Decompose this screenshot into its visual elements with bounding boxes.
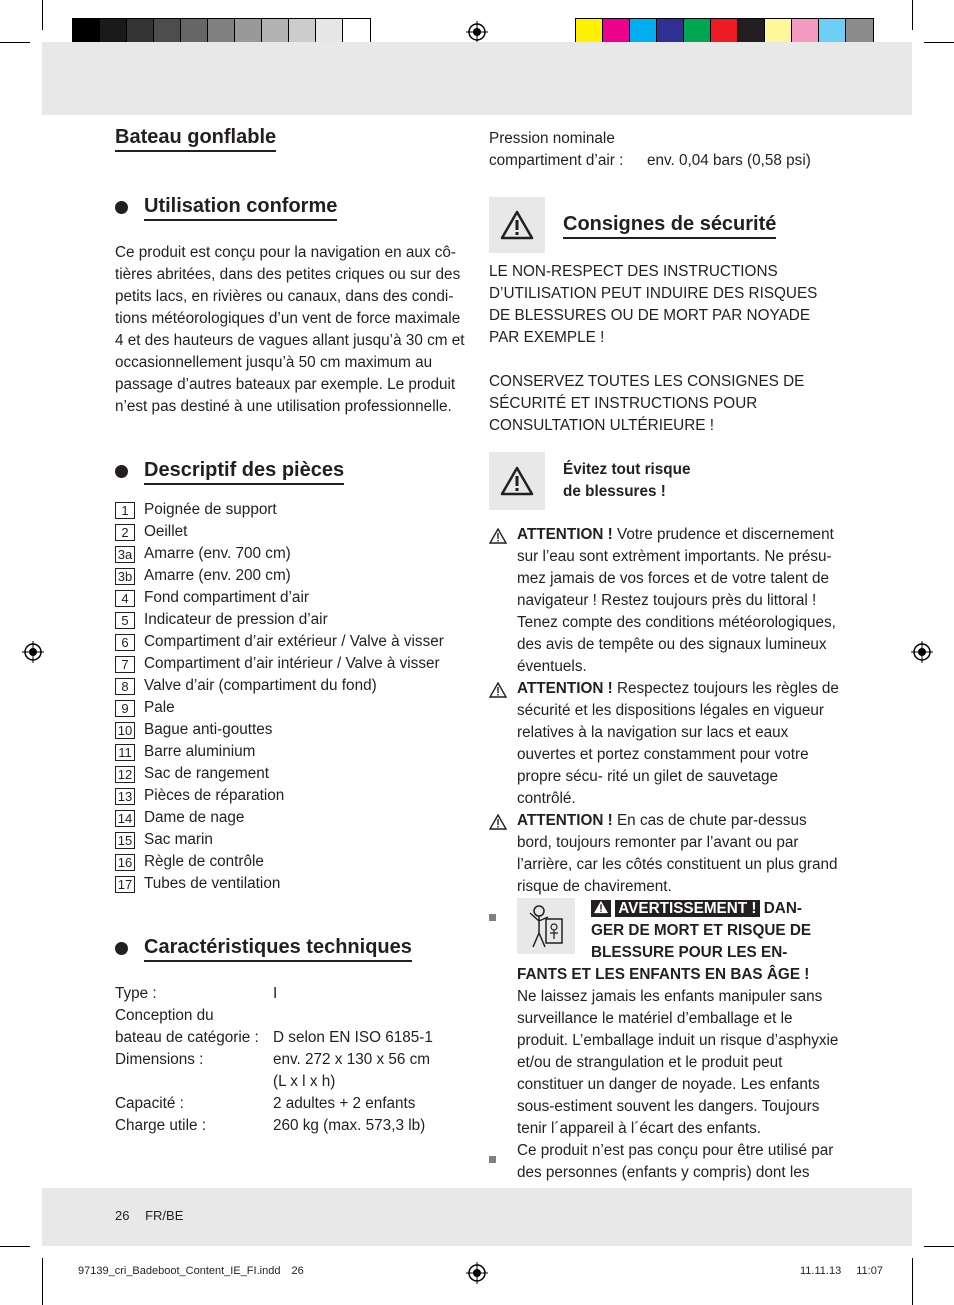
warning-box bbox=[489, 452, 545, 510]
warning-triangle-icon bbox=[500, 466, 534, 496]
pressure-label-2: compartiment d’air : bbox=[489, 152, 624, 169]
warning-small-icon bbox=[489, 814, 507, 830]
part-label: Poignée de support bbox=[144, 501, 277, 518]
list-item bbox=[115, 851, 465, 873]
part-label: Compartiment d’air extérieur / Valve à visser bbox=[144, 633, 444, 650]
slug-file: 97139_cri_Badeboot_Content_IE_FI.indd 26 bbox=[78, 1265, 304, 1277]
spec-value bbox=[273, 1005, 465, 1027]
avoid-text-1: Évitez tout risque bbox=[563, 461, 691, 478]
registration-mark-icon bbox=[22, 641, 44, 663]
part-label: Sac de rangement bbox=[144, 765, 270, 782]
spec-key: Conception du bbox=[115, 1007, 214, 1024]
crop-mark bbox=[924, 42, 954, 43]
list-item bbox=[115, 675, 465, 697]
list-item bbox=[115, 653, 465, 675]
part-number: 1 bbox=[115, 502, 135, 519]
page-title: Bateau gonflable bbox=[115, 125, 276, 152]
part-number: 12 bbox=[115, 766, 135, 783]
list-item bbox=[115, 565, 465, 587]
last-text: Ce produit n’est pas conçu pour être utilisé par des personnes (enfants y compris) dont les bbox=[517, 1142, 834, 1181]
caps-warning-2: CONSERVEZ TOUTES LES CONSIGNES DE SÉCURITÉ ET INSTRUCTIONS POUR CONSULTATION ULTÉRIEURE ! bbox=[489, 373, 805, 434]
list-item bbox=[115, 609, 465, 631]
part-number: 4 bbox=[115, 590, 135, 607]
attention-paragraph: ATTENTION ! Respectez toujours les règles de sécurité et les dispositions légales en vigueur relatives à la navigation sur lacs et eaux ouvertes et portez constamment pour votre propre sécu- rité un gilet de sauvetage contrôlé. bbox=[489, 678, 839, 810]
list-item bbox=[115, 521, 465, 543]
part-label: Fond compartiment d’air bbox=[144, 589, 309, 606]
attention-paragraph: ATTENTION ! En cas de chute par-dessus bord, toujours remonter par l’avant ou par l’arrière, car les côtés constituent un plus grand risque de chavirement. bbox=[489, 810, 839, 898]
registration-mark-icon bbox=[466, 21, 488, 43]
danger-heading-end: FANTS ET LES ENFANTS EN BAS ÂGE ! bbox=[517, 966, 810, 983]
section-heading-specs: Caractéristiques techniques bbox=[115, 935, 465, 962]
part-number: 16 bbox=[115, 854, 135, 871]
part-number: 3b bbox=[115, 568, 135, 585]
part-number: 2 bbox=[115, 524, 135, 541]
part-number: 3a bbox=[115, 546, 135, 563]
bullet-icon bbox=[115, 201, 128, 214]
part-label: Amarre (env. 700 cm) bbox=[144, 545, 291, 562]
list-item bbox=[115, 785, 465, 807]
spec-key: Dimensions : bbox=[115, 1051, 204, 1068]
bullet-icon bbox=[115, 942, 128, 955]
part-number: 11 bbox=[115, 744, 135, 761]
list-item bbox=[115, 741, 465, 763]
spec-value: D selon EN ISO 6185-1 bbox=[273, 1029, 433, 1046]
part-number: 17 bbox=[115, 876, 135, 893]
part-label: Règle de contrôle bbox=[144, 853, 264, 870]
child-warning-icon bbox=[517, 898, 575, 954]
part-label: Pale bbox=[144, 699, 175, 716]
specs-table bbox=[115, 983, 465, 1137]
part-number: 6 bbox=[115, 634, 135, 651]
slug-date: 11.11.13 11:07 bbox=[800, 1265, 883, 1277]
section-heading-parts: Descriptif des pièces bbox=[115, 458, 465, 485]
part-label: Bague anti-gouttes bbox=[144, 721, 273, 738]
warning-small-icon bbox=[489, 528, 507, 544]
part-number: 9 bbox=[115, 700, 135, 717]
list-item bbox=[115, 543, 465, 565]
spec-key bbox=[115, 1071, 273, 1093]
list-item bbox=[115, 719, 465, 741]
warning-triangle-icon bbox=[500, 210, 534, 240]
list-item bbox=[115, 873, 465, 895]
list-item bbox=[115, 807, 465, 829]
registration-mark-icon bbox=[466, 1262, 488, 1284]
header-band bbox=[42, 42, 912, 115]
crop-mark bbox=[42, 1258, 43, 1305]
avertissement-label: AVERTISSEMENT ! bbox=[615, 900, 759, 917]
part-number: 13 bbox=[115, 788, 135, 805]
section-heading-usage: Utilisation conforme bbox=[115, 194, 465, 221]
registration-mark-icon bbox=[911, 641, 933, 663]
left-column bbox=[115, 125, 465, 1137]
list-item bbox=[115, 697, 465, 719]
crop-mark bbox=[0, 42, 30, 43]
part-label: Sac marin bbox=[144, 831, 213, 848]
spec-key: Type : bbox=[115, 985, 157, 1002]
list-item bbox=[115, 763, 465, 785]
attention-paragraph: ATTENTION ! Votre prudence et discernement sur l’eau sont extrèment importants. Ne présu- mez jamais de vos forces et de votre talent de navigateur ! Restez toujours près du littoral ! Tenez compte des conditions météorologiques, des avis de tempête ou des signaux lumineux éventuels. bbox=[489, 524, 839, 678]
part-label: Amarre (env. 200 cm) bbox=[144, 567, 291, 584]
warning-box bbox=[489, 197, 545, 253]
spec-value: 2 adultes + 2 enfants bbox=[273, 1095, 416, 1112]
part-label: Valve d’air (compartiment du fond) bbox=[144, 677, 377, 694]
part-label: Oeillet bbox=[144, 523, 188, 540]
parts-list bbox=[115, 499, 465, 895]
part-number: 15 bbox=[115, 832, 135, 849]
spec-value: env. 272 x 130 x 56 cm bbox=[273, 1051, 431, 1068]
part-number: 7 bbox=[115, 656, 135, 673]
bullet-icon bbox=[115, 465, 128, 478]
bullet-paragraph bbox=[489, 1140, 839, 1184]
crop-mark bbox=[0, 1246, 30, 1247]
warning-small-icon bbox=[489, 682, 507, 698]
crop-mark bbox=[42, 0, 43, 30]
list-item bbox=[115, 587, 465, 609]
spec-value: I bbox=[273, 985, 278, 1002]
caps-warning-1: LE NON-RESPECT DES INSTRUCTIONS D’UTILISATION PEUT INDUIRE DES RISQUES DE BLESSURES OU DE MORT PAR NOYADE PAR EXEMPLE ! bbox=[489, 263, 818, 346]
crop-mark bbox=[912, 0, 913, 30]
list-item bbox=[115, 499, 465, 521]
part-number: 14 bbox=[115, 810, 135, 827]
bullet-square-icon bbox=[489, 914, 496, 921]
danger-text: Ne laissez jamais les enfants manipuler sans surveillance le matériel d’emballage et le produit. L’emballage induit un risque d’asphyxie et/ou de strangulation et le produit peut constituer un danger de noyade. Les enfants sous-estiment souvent les dangers. Toujours tenir l´appareil à l´écart des enfants. bbox=[517, 988, 839, 1137]
safety-heading: Consignes de sécurité bbox=[563, 212, 776, 239]
part-label: Indicateur de pression d’air bbox=[144, 611, 328, 628]
crop-mark bbox=[924, 1246, 954, 1247]
part-label: Dame de nage bbox=[144, 809, 245, 826]
right-column bbox=[489, 128, 839, 1184]
list-item bbox=[115, 829, 465, 851]
part-number: 8 bbox=[115, 678, 135, 695]
bullet-square-icon bbox=[489, 1156, 496, 1163]
list-item bbox=[115, 631, 465, 653]
part-label: Pièces de réparation bbox=[144, 787, 285, 804]
usage-text: Ce produit est conçu pour la navigation en aux cô- tières abritées, dans des petites criques ou sur des petits lacs, en rivières ou canaux, dans des condi- tions météorologiques d’un vent de force maximale 4 et des hauteurs de vagues allant jusqu’à 30 cm et occasionnellement jusqu’à 50 cm maximum au passage d’autres bateaux par exemple. Le produit n’est pas destiné à une utilisation professionnelle. bbox=[115, 244, 465, 415]
part-number: 10 bbox=[115, 722, 135, 739]
page-number: 26 bbox=[115, 1208, 130, 1223]
spec-value: 260 kg (max. 573,3 lb) bbox=[273, 1117, 426, 1134]
spec-key: Charge utile : bbox=[115, 1117, 206, 1134]
part-label: Compartiment d’air intérieur / Valve à visser bbox=[144, 655, 440, 672]
danger-paragraph: AVERTISSEMENT ! DAN- GER DE MORT ET RISQUE DE BLESSURE POUR LES EN- FANTS ET LES ENFANTS EN BAS ÂGE ! Ne laissez jamais les enfants manipuler sans surveillance le matériel d’emballage et le produit. L’emballage induit un risque d’asphyxie et/ou de strangulation et le produit peut constituer un danger de noyade. Les enfants sous-estiment souvent les dangers. Toujours tenir l´appareil à l´écart des enfants. bbox=[489, 898, 839, 1140]
page-footer bbox=[115, 1208, 183, 1223]
locale-label: FR/BE bbox=[145, 1208, 184, 1223]
part-label: Tubes de ventilation bbox=[144, 875, 281, 892]
spec-key: Capacité : bbox=[115, 1095, 184, 1112]
avoid-text-2: de blessures ! bbox=[563, 483, 666, 500]
part-number: 5 bbox=[115, 612, 135, 629]
pressure-label: Pression nominale bbox=[489, 130, 615, 147]
spec-key: bateau de catégorie : bbox=[115, 1029, 259, 1046]
pressure-value: env. 0,04 bars (0,58 psi) bbox=[647, 152, 811, 169]
spec-value: (L x l x h) bbox=[273, 1073, 336, 1090]
part-label: Barre aluminium bbox=[144, 743, 256, 760]
crop-mark bbox=[912, 1258, 913, 1305]
warning-small-icon bbox=[593, 900, 609, 914]
